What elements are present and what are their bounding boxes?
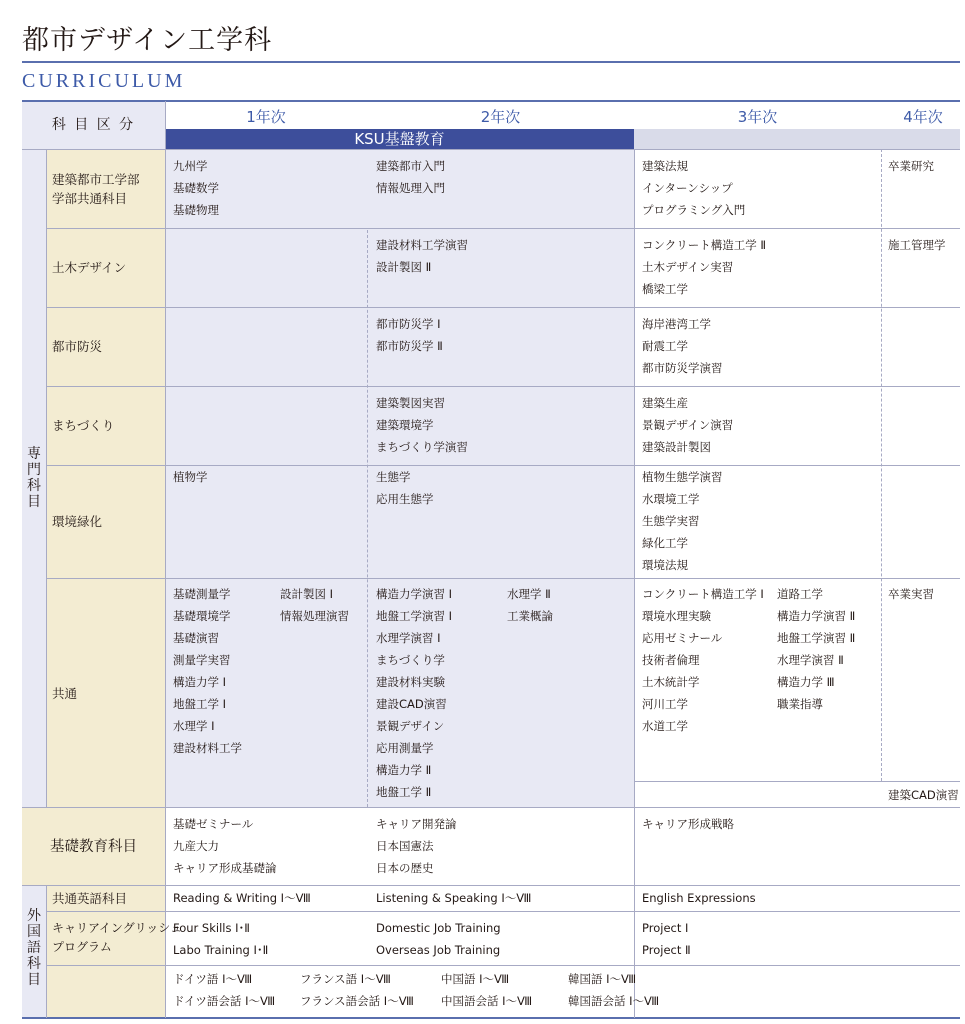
senmon-group-label: 専 門 科 目 [27, 446, 41, 510]
category-header: 科 目 区 分 [51, 117, 136, 133]
col-divider [165, 101, 166, 1018]
common-faculty-y2: 建築都市入門 情報処理入門 [376, 159, 445, 195]
career-y3: Project Ⅰ Project Ⅱ [642, 921, 691, 957]
row-divider [634, 781, 960, 782]
kiso-y1: 基礎ゼミナール 九産大力 キャリア形成基礎論 [173, 817, 277, 875]
kyotsu-y2-col-b: 水理学 Ⅱ 工業概論 [507, 587, 553, 623]
kyotsu-y34-cad: 建築CAD演習 [888, 788, 959, 802]
bousai-y2: 都市防災学 Ⅰ 都市防災学 Ⅱ [376, 317, 443, 353]
upper-year-bar [634, 129, 960, 149]
senmon-category-column [46, 149, 165, 807]
page-title: 都市デザイン工学科 [22, 25, 273, 56]
machi-y2: 建築製図実習 建築環境学 まちづくり学演習 [376, 396, 468, 454]
lang-german: ドイツ語 Ⅰ～Ⅷ ドイツ語会話 Ⅰ～Ⅷ [173, 972, 276, 1008]
common-faculty-y3: 建築法規 インターンシップ プログラミング入門 [642, 159, 746, 217]
category-machi: まちづくり [52, 418, 115, 433]
doboku-y4: 施工管理学 [888, 238, 946, 252]
common-faculty-y1: 九州学 基礎数学 基礎物理 [173, 159, 219, 217]
ksu-bar: KSU基盤教育 [165, 129, 634, 149]
kankyo-y2: 生態学 応用生態学 [376, 470, 434, 506]
header-rule [22, 149, 960, 150]
kyotsu-y3-col-b: 道路工学 構造力学演習 Ⅱ 地盤工学演習 Ⅱ 水理学演習 Ⅱ 構造力学 Ⅲ 職業指導 [777, 587, 856, 711]
eigo-y1: Reading & Writing Ⅰ～Ⅷ [173, 891, 311, 905]
lang-french: フランス語 Ⅰ～Ⅷ フランス語会話 Ⅰ～Ⅷ [300, 972, 414, 1008]
kankyo-y1: 植物学 [173, 470, 208, 484]
kiso-y3: キャリア形成戦略 [642, 817, 734, 831]
category-kyotsu: 共通 [52, 686, 78, 701]
doboku-y2: 建設材料工学演習 設計製図 Ⅱ [376, 238, 468, 274]
title-rule [22, 61, 960, 63]
table-bottom-rule [22, 1017, 960, 1019]
year-3-header: 3年次 [737, 108, 778, 126]
category-bousai: 都市防災 [52, 339, 103, 354]
category-eigo: 共通英語科目 [52, 891, 128, 906]
row-divider [46, 228, 960, 229]
kyotsu-y4: 卒業実習 [888, 587, 934, 601]
gaikokugo-group-label: 外 国 語 科 目 [27, 908, 41, 988]
category-career-english: キャリアイングリッシュ プログラム [52, 921, 182, 954]
category-kankyo: 環境緑化 [52, 514, 103, 529]
eigo-y3: English Expressions [642, 891, 756, 905]
row-divider [46, 965, 960, 966]
curriculum-subtitle: CURRICULUM [22, 70, 186, 92]
career-y1: Four Skills Ⅰ･Ⅱ Labo Training Ⅰ･Ⅱ [173, 921, 269, 957]
table-top-rule [22, 100, 960, 102]
row-divider [46, 307, 960, 308]
kankyo-y3: 植物生態学演習 水環境工学 生態学実習 緑化工学 環境法規 [642, 470, 723, 572]
kyotsu-y1-col-a: 基礎測量学 基礎環境学 基礎演習 測量学実習 構造力学 Ⅰ 地盤工学 Ⅰ 水理学 Ⅰ 建設材料工学 [173, 587, 242, 755]
row-divider [22, 807, 960, 808]
category-doboku: 土木デザイン [52, 260, 127, 275]
row-divider [22, 885, 960, 886]
kyotsu-y3-col-a: コンクリート構造工学 Ⅰ 環境水理実験 応用ゼミナール 技術者倫理 土木統計学 河川工学 水道工学 [642, 587, 764, 733]
machi-y3: 建築生産 景観デザイン演習 建築設計製図 [642, 396, 734, 454]
category-common-faculty: 建築都市工学部 学部共通科目 [52, 172, 140, 206]
lang-chinese: 中国語 Ⅰ～Ⅷ 中国語会話 Ⅰ～Ⅷ [441, 972, 533, 1008]
career-y2: Domestic Job Training Overseas Job Training [376, 921, 501, 957]
kiso-y2: キャリア開発論 日本国憲法 日本の歴史 [376, 817, 457, 875]
year-dashed-divider [367, 230, 368, 807]
eigo-y2: Listening & Speaking Ⅰ～Ⅷ [376, 891, 532, 905]
kyotsu-y1-col-b: 設計製図 Ⅰ 情報処理演習 [280, 587, 349, 623]
year-2-header: 2年次 [480, 108, 521, 126]
col-divider [634, 149, 635, 1018]
lang-korean: 韓国語 Ⅰ～Ⅷ 韓国語会話 Ⅰ～Ⅷ [568, 972, 660, 1008]
doboku-y3: コンクリート構造工学 Ⅱ 土木デザイン実習 橋梁工学 [642, 238, 767, 296]
year-4-header: 4年次 [903, 108, 943, 126]
category-kiso: 基礎教育科目 [50, 839, 137, 855]
bousai-y3: 海岸港湾工学 耐震工学 都市防災学演習 [642, 317, 723, 375]
row-divider [46, 911, 960, 912]
col-divider [46, 149, 47, 807]
year-dashed-divider [881, 149, 882, 781]
year-1-header: 1年次 [246, 108, 286, 126]
common-faculty-y4: 卒業研究 [888, 159, 934, 173]
kyotsu-y2-col-a: 構造力学演習 Ⅰ 地盤工学演習 Ⅰ 水理学演習 Ⅰ まちづくり学 建設材料実験 建設CAD演習 景観デザイン 応用測量学 構造力学 Ⅱ 地盤工学 Ⅱ [376, 587, 453, 799]
row-divider [46, 386, 960, 387]
row-divider [46, 578, 960, 579]
col-divider [46, 885, 47, 1018]
